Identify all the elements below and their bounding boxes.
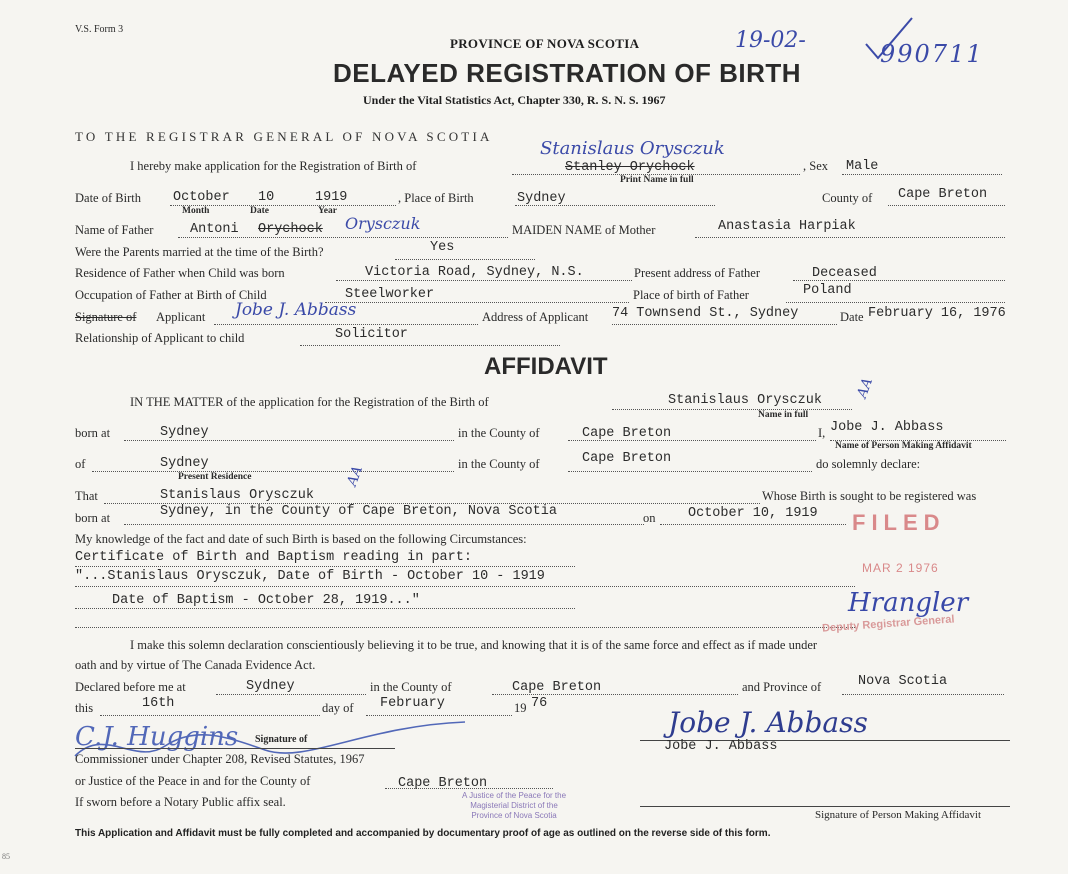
declared-county-label: in the County of (370, 680, 452, 694)
born-county-label: in the County of (458, 426, 540, 440)
registrar-signature: Hrangler (848, 588, 969, 618)
born-at-label: born at (75, 426, 111, 440)
declared-day: 16th (142, 696, 175, 711)
relationship-value: Solicitor (335, 327, 408, 342)
justice-label: or Justice of the Peace in and for the County of (75, 774, 311, 788)
document-title: DELAYED REGISTRATION OF BIRTH (333, 58, 802, 88)
declare-label: do solemnly declare: (816, 457, 921, 471)
notary-label: If sworn before a Notary Public affix seal. (75, 795, 286, 809)
applicant-signature: Jobe J. Abbass (235, 300, 357, 320)
declared-county: Cape Breton (512, 680, 602, 695)
handwritten-ref-date: 19-02- (735, 28, 806, 53)
knowledge-label: My knowledge of the fact and date of such Birth is based on the following Circumstances: (75, 532, 527, 546)
applicant-label: Applicant (156, 310, 206, 324)
of-label: of (75, 457, 86, 471)
filed-stamp: FILED (852, 510, 946, 535)
signature-of-caption: Signature of (255, 734, 308, 745)
justice-county: Cape Breton (398, 776, 488, 791)
born-at-label-2: born at (75, 511, 111, 525)
applicant-address: 74 Townsend St., Sydney (612, 306, 799, 321)
date-label: Date (840, 310, 864, 324)
matter-name: Stanislaus Orysczuk (668, 393, 822, 408)
application-date: February 16, 1976 (868, 306, 1006, 321)
month-caption: Month (182, 206, 210, 216)
born-at-value: Sydney (160, 425, 209, 440)
justice-of-peace-stamp: A Justice of the Peace for the Magisterial District of the Province of Nova Scotia (461, 791, 567, 820)
on-label: on (643, 511, 656, 525)
county-label: County of (822, 191, 873, 205)
relationship-label: Relationship of Applicant to child (75, 331, 245, 345)
affiant-signature: Jobe J. Abbass (668, 706, 868, 739)
father-surname-struck: Orychock (258, 222, 323, 237)
document-subtitle: Under the Vital Statistics Act, Chapter 330, R. S. N. S. 1967 (363, 93, 666, 107)
dob-year: 1919 (315, 190, 348, 205)
signature-label-struck: Signature of (75, 310, 137, 324)
place-of-birth: Sydney (517, 191, 566, 206)
year-suffix: 76 (531, 696, 548, 711)
whose-birth-label: Whose Birth is sought to be registered was (762, 489, 977, 503)
occupation-value: Steelworker (345, 287, 435, 302)
born-place-full: Sydney, in the County of Cape Breton, Nova Scotia (160, 504, 557, 519)
declaration-line-2: oath and by virtue of The Canada Evidence Act. (75, 658, 316, 672)
father-residence: Victoria Road, Sydney, N.S. (365, 265, 584, 280)
province-label: and Province of (742, 680, 822, 694)
affidavit-heading: AFFIDAVIT (484, 353, 608, 380)
year-caption: Year (318, 206, 337, 216)
present-address: Deceased (812, 266, 877, 281)
residence-county: Cape Breton (582, 451, 672, 466)
applicant-address-label: Address of Applicant (482, 310, 589, 324)
mother-maiden-name: Anastasia Harpiak (718, 219, 856, 234)
married-label: Were the Parents married at the time of the Birth? (75, 245, 324, 259)
father-birthplace-label: Place of birth of Father (633, 288, 749, 302)
dob-label: Date of Birth (75, 191, 141, 205)
declared-label: Declared before me at (75, 680, 186, 694)
county-value: Cape Breton (898, 187, 988, 202)
footer-note: This Application and Affidavit must be fully completed and accompanied by documentary proof of age as outlined on the reverse side of this form. (75, 828, 771, 839)
province-heading: PROVINCE OF NOVA SCOTIA (450, 36, 640, 51)
commissioner-signature: C.J. Huggins (75, 722, 239, 752)
father-surname-correction: Orysczuk (345, 214, 421, 233)
print-name-caption: Print Name in full (620, 175, 694, 185)
affiant-name: Jobe J. Abbass (830, 420, 944, 435)
application-intro: I hereby make application for the Registration of Birth of (130, 159, 417, 173)
deputy-registrar-stamp: Deputy Registrar General (821, 613, 955, 635)
residence-county-label: in the County of (458, 457, 540, 471)
declared-at: Sydney (246, 679, 295, 694)
present-residence-caption: Present Residence (178, 472, 252, 482)
filed-date-stamp: MAR 2 1976 (862, 561, 939, 575)
declared-province: Nova Scotia (858, 674, 948, 689)
mother-label: MAIDEN NAME of Mother (512, 223, 656, 237)
father-birthplace: Poland (803, 283, 852, 298)
residence-label: Residence of Father when Child was born (75, 266, 285, 280)
matter-label: IN THE MATTER of the application for the Registration of the Birth of (130, 395, 489, 409)
born-on: October 10, 1919 (688, 506, 818, 521)
sex-value: Male (846, 159, 879, 174)
handwritten-ref-number: 990711 (880, 40, 984, 68)
present-address-label: Present address of Father (634, 266, 761, 280)
affiant-caption: Name of Person Making Affidavit (835, 441, 972, 451)
father-label: Name of Father (75, 223, 154, 237)
applicant-child-name-handwritten: Stanislaus Orysczuk (540, 138, 725, 159)
father-first-name: Antoni (190, 222, 239, 237)
dob-day: 10 (258, 190, 275, 205)
that-name: Stanislaus Orysczuk (160, 488, 314, 503)
initials-1: AA (854, 375, 877, 401)
dob-month: October (173, 190, 230, 205)
circumstance-3: Date of Baptism - October 28, 1919..." (112, 593, 420, 608)
commissioner-label: Commissioner under Chapter 208, Revised Statutes, 1967 (75, 752, 365, 766)
declared-month: February (380, 696, 445, 711)
affiant-residence: Sydney (160, 456, 209, 471)
to-registrar-line: TO THE REGISTRAR GENERAL OF NOVA SCOTIA (75, 129, 493, 144)
form-id: V.S. Form 3 (75, 24, 124, 35)
this-label: this (75, 701, 94, 715)
circumstance-1: Certificate of Birth and Baptism reading in part: (75, 550, 472, 565)
sex-label: , Sex (803, 159, 828, 173)
born-county: Cape Breton (582, 426, 672, 441)
declaration-line-1: I make this solemn declaration conscientiously believing it to be true, and knowing that it is of the same force and effect as if made under (130, 638, 818, 652)
initials-2: AA (344, 463, 367, 489)
child-name-struck: Stanley Orychock (565, 160, 695, 175)
year-prefix: 19 (514, 701, 527, 715)
edge-mark: 85 (2, 852, 10, 861)
that-label: That (75, 489, 98, 503)
i-label: I, (818, 426, 826, 440)
date-caption: Date (250, 206, 269, 216)
day-of-label: day of (322, 701, 354, 715)
circumstance-2: "...Stanislaus Orysczuk, Date of Birth - October 10 - 1919 (75, 569, 545, 584)
place-of-birth-label: , Place of Birth (398, 191, 474, 205)
married-value: Yes (430, 240, 455, 255)
occupation-label: Occupation of Father at Birth of Child (75, 288, 267, 302)
name-in-full-caption: Name in full (758, 410, 809, 420)
affiant-signature-caption: Signature of Person Making Affidavit (815, 809, 981, 821)
affiant-typed-name: Jobe J. Abbass (664, 739, 778, 754)
